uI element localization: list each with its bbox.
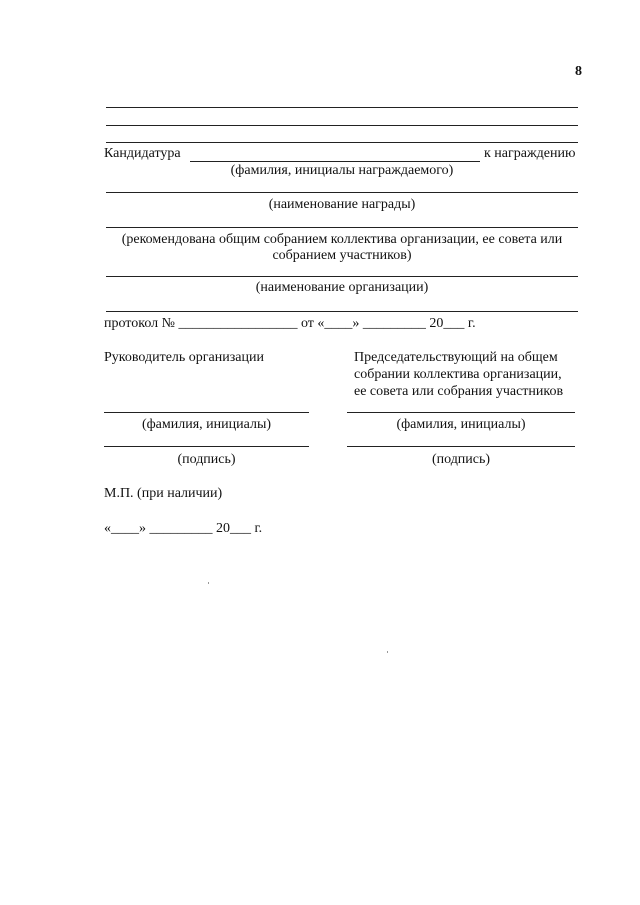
candidate-name-blank	[190, 161, 480, 162]
blank-line	[106, 107, 578, 108]
award-blank	[106, 192, 578, 193]
chairperson-signature-caption: (подпись)	[431, 452, 491, 467]
head-name-caption: (фамилия, инициалы)	[141, 417, 272, 432]
blank-line	[106, 311, 578, 312]
scan-speck	[387, 651, 388, 653]
organization-blank	[106, 276, 578, 277]
recommendation-caption-line2: собранием участников)	[272, 248, 412, 263]
award-caption: (наименование награды)	[268, 197, 416, 212]
scan-speck	[208, 582, 209, 584]
candidate-caption: (фамилия, инициалы награждаемого)	[230, 163, 454, 178]
recommendation-blank	[106, 227, 578, 228]
stamp-note: М.П. (при наличии)	[104, 486, 223, 501]
chairperson-title-line1: Председательствующий на общем	[354, 350, 558, 365]
head-of-organization-title: Руководитель организации	[104, 350, 264, 365]
page-number: 8	[575, 64, 582, 79]
blank-line	[106, 125, 578, 126]
candidate-label: Кандидатура	[104, 146, 181, 161]
protocol-line: протокол № _________________ от «____» _________ 20___ г.	[104, 316, 476, 331]
blank-line	[106, 142, 578, 143]
chairperson-name-blank	[347, 412, 575, 413]
candidate-suffix: к награждению	[484, 146, 576, 161]
chairperson-name-caption: (фамилия, инициалы)	[396, 417, 526, 432]
date-line: «____» _________ 20___ г.	[104, 521, 263, 536]
chairperson-title-line2: собрании коллектива организации,	[354, 367, 562, 382]
chairperson-signature-blank	[347, 446, 575, 447]
head-name-blank	[104, 412, 309, 413]
head-signature-caption: (подпись)	[177, 452, 236, 467]
chairperson-title-line3: ее совета или собрания участников	[354, 384, 564, 399]
recommendation-caption-line1: (рекомендована общим собранием коллектива организации, ее совета или	[121, 232, 563, 247]
head-signature-blank	[104, 446, 309, 447]
organization-caption: (наименование организации)	[255, 280, 429, 295]
